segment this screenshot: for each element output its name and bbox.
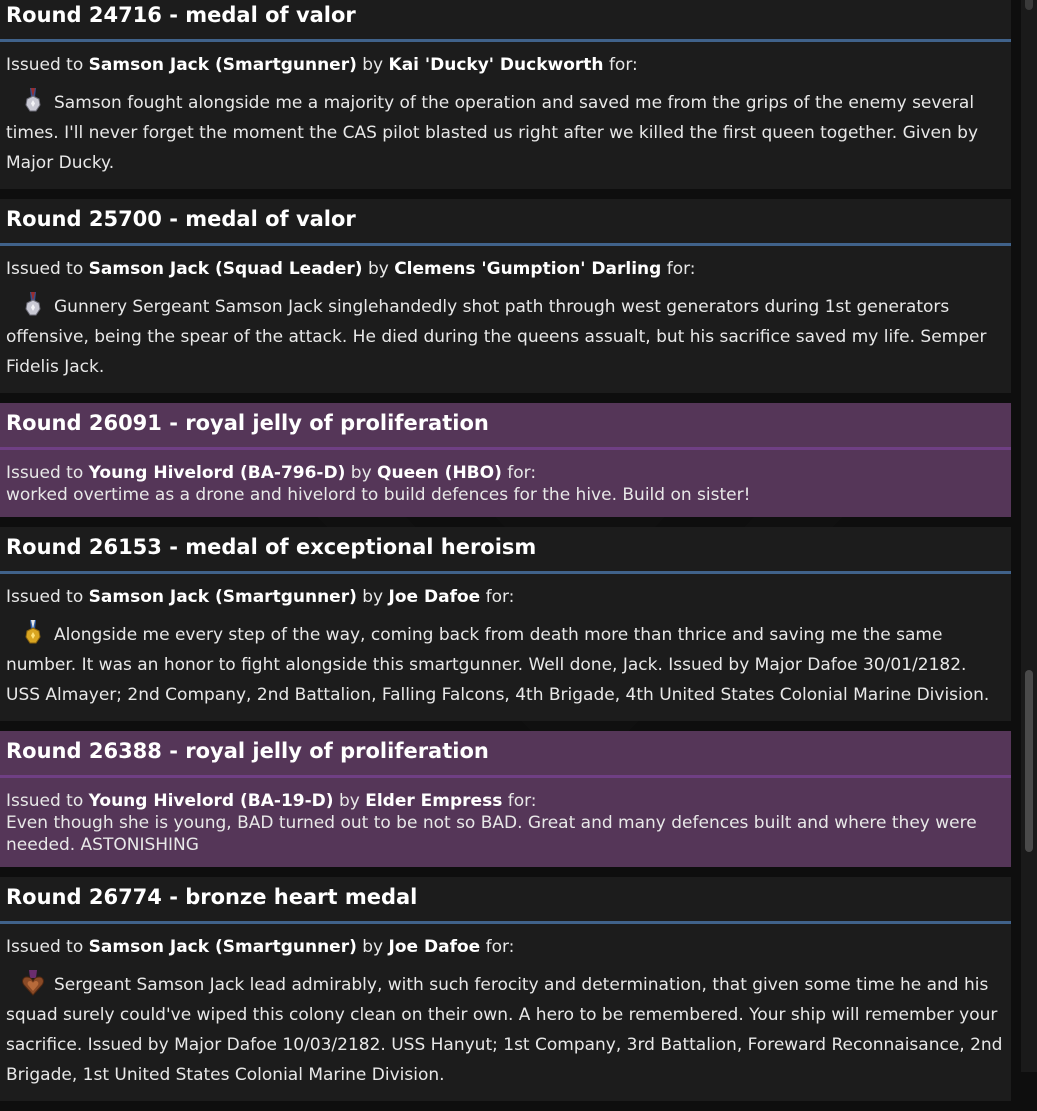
royal-jelly-record-card (0, 403, 1011, 517)
issued-to-label: Issued to (6, 259, 84, 279)
recipient-name: Samson Jack (Smartgunner) (88, 587, 357, 607)
issued-line (6, 54, 1005, 76)
record-body (0, 924, 1011, 1101)
record-title: Round 26153 - medal of exceptional heroism (0, 527, 1011, 574)
citation-text (6, 970, 1005, 1090)
issuer-name: Queen (HBO) (377, 463, 502, 483)
by-label: by (367, 259, 389, 279)
issued-line (6, 258, 1005, 280)
silver-medal-icon (18, 292, 48, 318)
for-label: for: (666, 259, 696, 279)
by-label: by (350, 463, 372, 483)
issued-to-label: Issued to (6, 463, 84, 483)
issued-line (6, 936, 1005, 958)
recipient-name: Young Hivelord (BA-19-D) (88, 791, 334, 811)
for-label: for: (608, 55, 638, 75)
issued-to-label: Issued to (6, 587, 84, 607)
citation-reason: Even though she is young, BAD turned out to be not so BAD. Great and many defences built and where they were needed. ASTONISHING (6, 813, 977, 855)
by-label: by (362, 587, 384, 607)
record-title: Round 26091 - royal jelly of proliferation (0, 403, 1011, 450)
issuer-name: Joe Dafoe (388, 937, 481, 957)
recipient-name: Young Hivelord (BA-796-D) (88, 463, 346, 483)
recipient-name: Samson Jack (Smartgunner) (88, 55, 357, 75)
record-body (0, 42, 1011, 189)
issued-to-label: Issued to (6, 937, 84, 957)
record-body (0, 778, 1011, 867)
record-title: Round 26388 - royal jelly of proliferation (0, 731, 1011, 778)
vertical-scrollbar[interactable] (1021, 0, 1037, 1072)
citation-reason: Samson fought alongside me a majority of the operation and saved me from the grips of the enemy several times. I'll never forget the moment the CAS pilot blasted us right after we killed the first queen together. Given by Major Ducky. (6, 93, 979, 173)
issued-to-label: Issued to (6, 791, 84, 811)
silver-medal-icon (18, 88, 48, 114)
citation-reason: worked overtime as a drone and hivelord to build defences for the hive. Build on sister! (6, 485, 751, 505)
issued-line (6, 462, 1005, 484)
bronze-heart-medal-icon (18, 970, 48, 996)
medal-record-card (0, 527, 1011, 721)
record-title: Round 24716 - medal of valor (0, 0, 1011, 42)
issued-to-label: Issued to (6, 55, 84, 75)
medal-record-card (0, 199, 1011, 393)
record-body (0, 246, 1011, 393)
royal-jelly-record-card (0, 731, 1011, 867)
citation-reason: Gunnery Sergeant Samson Jack singlehandedly shot path through west generators during 1st generators offensive, being the spear of the attack. He died during the queens assualt, but his sacrifice saved my life. Semper Fidelis Jack. (6, 297, 987, 377)
record-body (0, 574, 1011, 721)
issuer-name: Clemens 'Gumption' Darling (394, 259, 662, 279)
for-label: for: (485, 937, 515, 957)
issued-line (6, 586, 1005, 608)
medal-record-card (0, 877, 1011, 1101)
by-label: by (362, 937, 384, 957)
citation-reason: Alongside me every step of the way, coming back from death more than thrice and saving me the same number. It was an honor to fight alongside this smartgunner. Well done, Jack. Issued by Major Dafoe 30/01/2182. USS Almayer; 2nd Company, 2nd Battalion, Falling Falcons, 4th Brigade, 4th United States Colonial Marine Division. (6, 625, 990, 705)
for-label: for: (507, 463, 537, 483)
issuer-name: Kai 'Ducky' Duckworth (388, 55, 604, 75)
citation-reason: Sergeant Samson Jack lead admirably, with such ferocity and determination, that given some time he and his squad surely could've wiped this colony clean on their own. A hero to be remembered. Your ship will remember your sacrifice. Issued by Major Dafoe 10/03/2182. USS Hanyut; 1st Company, 3rd Battalion, Foreward Reconnaisance, 2nd Brigade, 1st United States Colonial Marine Division. (6, 975, 1003, 1085)
citation-text (6, 88, 1005, 178)
medal-record-card (0, 0, 1011, 189)
for-label: for: (507, 791, 537, 811)
by-label: by (338, 791, 360, 811)
issued-line (6, 790, 1005, 812)
by-label: by (362, 55, 384, 75)
citation-text (6, 292, 1005, 382)
recipient-name: Samson Jack (Smartgunner) (88, 937, 357, 957)
record-title: Round 26774 - bronze heart medal (0, 877, 1011, 924)
issuer-name: Joe Dafoe (388, 587, 481, 607)
record-body (0, 450, 1011, 517)
issuer-name: Elder Empress (365, 791, 503, 811)
recipient-name: Samson Jack (Squad Leader) (88, 259, 363, 279)
scroll-thumb[interactable] (1025, 670, 1033, 852)
record-title: Round 25700 - medal of valor (0, 199, 1011, 246)
citation-text (6, 620, 1005, 710)
scroll-up-arrow-icon[interactable] (1025, 0, 1033, 10)
for-label: for: (485, 587, 515, 607)
gold-medal-icon (18, 620, 48, 646)
